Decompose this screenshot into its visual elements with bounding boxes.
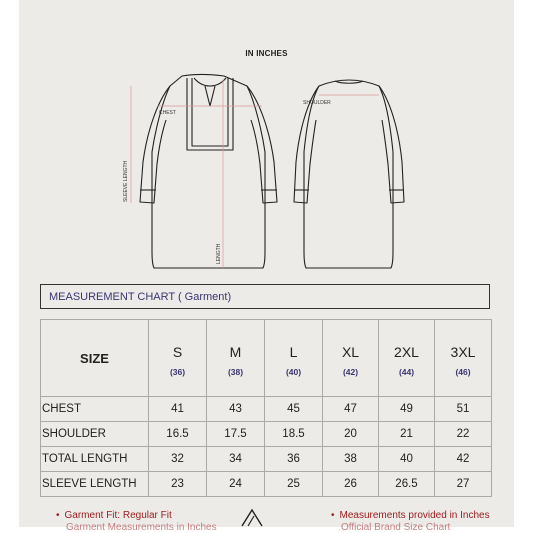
table-cell: 40	[379, 447, 435, 472]
note-right: • Measurements provided in Inches	[331, 510, 490, 521]
table-cell: 23	[149, 472, 207, 497]
size-col-2xl: 2XL (44)	[379, 320, 435, 397]
table-cell: 47	[323, 397, 379, 422]
row-label: SHOULDER	[41, 422, 149, 447]
unit-heading: IN INCHES	[245, 49, 288, 58]
table-cell: 38	[323, 447, 379, 472]
table-cell: 51	[435, 397, 492, 422]
table-cell: 36	[265, 447, 323, 472]
table-cell: 26	[323, 472, 379, 497]
table-cell: 42	[435, 447, 492, 472]
size-col-s: S (36)	[149, 320, 207, 397]
note-right-sub: Official Brand Size Chart	[341, 522, 451, 533]
note-left-sub: Garment Measurements in Inches	[66, 522, 217, 533]
size-header-cell: SIZE	[41, 320, 149, 397]
table-cell: 41	[149, 397, 207, 422]
bullet-icon: •	[331, 510, 335, 521]
back-garment-drawing	[294, 80, 404, 268]
length-label: LENGTH	[216, 243, 222, 264]
table-row	[41, 422, 492, 447]
front-garment-drawing	[140, 75, 277, 269]
table-cell: 17.5	[207, 422, 265, 447]
bullet-icon: •	[56, 510, 60, 521]
size-col-xl: XL (42)	[323, 320, 379, 397]
table-row	[41, 447, 492, 472]
table-row	[41, 397, 492, 422]
table-cell: 22	[435, 422, 492, 447]
note-left: • Garment Fit: Regular Fit	[56, 510, 172, 521]
sleeve-length-label: SLEEVE LENGTH	[123, 160, 129, 202]
table-cell: 49	[379, 397, 435, 422]
table-row	[41, 472, 492, 497]
size-table	[40, 319, 492, 497]
size-col-l: L (40)	[265, 320, 323, 397]
table-cell: 24	[207, 472, 265, 497]
table-cell: 20	[323, 422, 379, 447]
table-cell: 27	[435, 472, 492, 497]
chest-label: CHEST	[159, 110, 176, 116]
size-col-3xl: 3XL (46)	[435, 320, 492, 397]
size-col-m: M (38)	[207, 320, 265, 397]
row-label: CHEST	[41, 397, 149, 422]
measurement-chart-title: MEASUREMENT CHART ( Garment)	[40, 284, 490, 309]
table-cell: 43	[207, 397, 265, 422]
table-cell: 25	[265, 472, 323, 497]
brand-logo-icon	[240, 508, 264, 527]
row-label: TOTAL LENGTH	[41, 447, 149, 472]
size-header-row	[41, 320, 492, 397]
table-cell: 16.5	[149, 422, 207, 447]
table-cell: 18.5	[265, 422, 323, 447]
row-label: SLEEVE LENGTH	[41, 472, 149, 497]
shoulder-label: SHOULDER	[303, 100, 331, 106]
table-cell: 45	[265, 397, 323, 422]
size-chart-sheet	[19, 0, 514, 533]
table-cell: 21	[379, 422, 435, 447]
table-cell: 32	[149, 447, 207, 472]
table-cell: 34	[207, 447, 265, 472]
table-cell: 26.5	[379, 472, 435, 497]
garment-diagrams	[19, 62, 514, 277]
